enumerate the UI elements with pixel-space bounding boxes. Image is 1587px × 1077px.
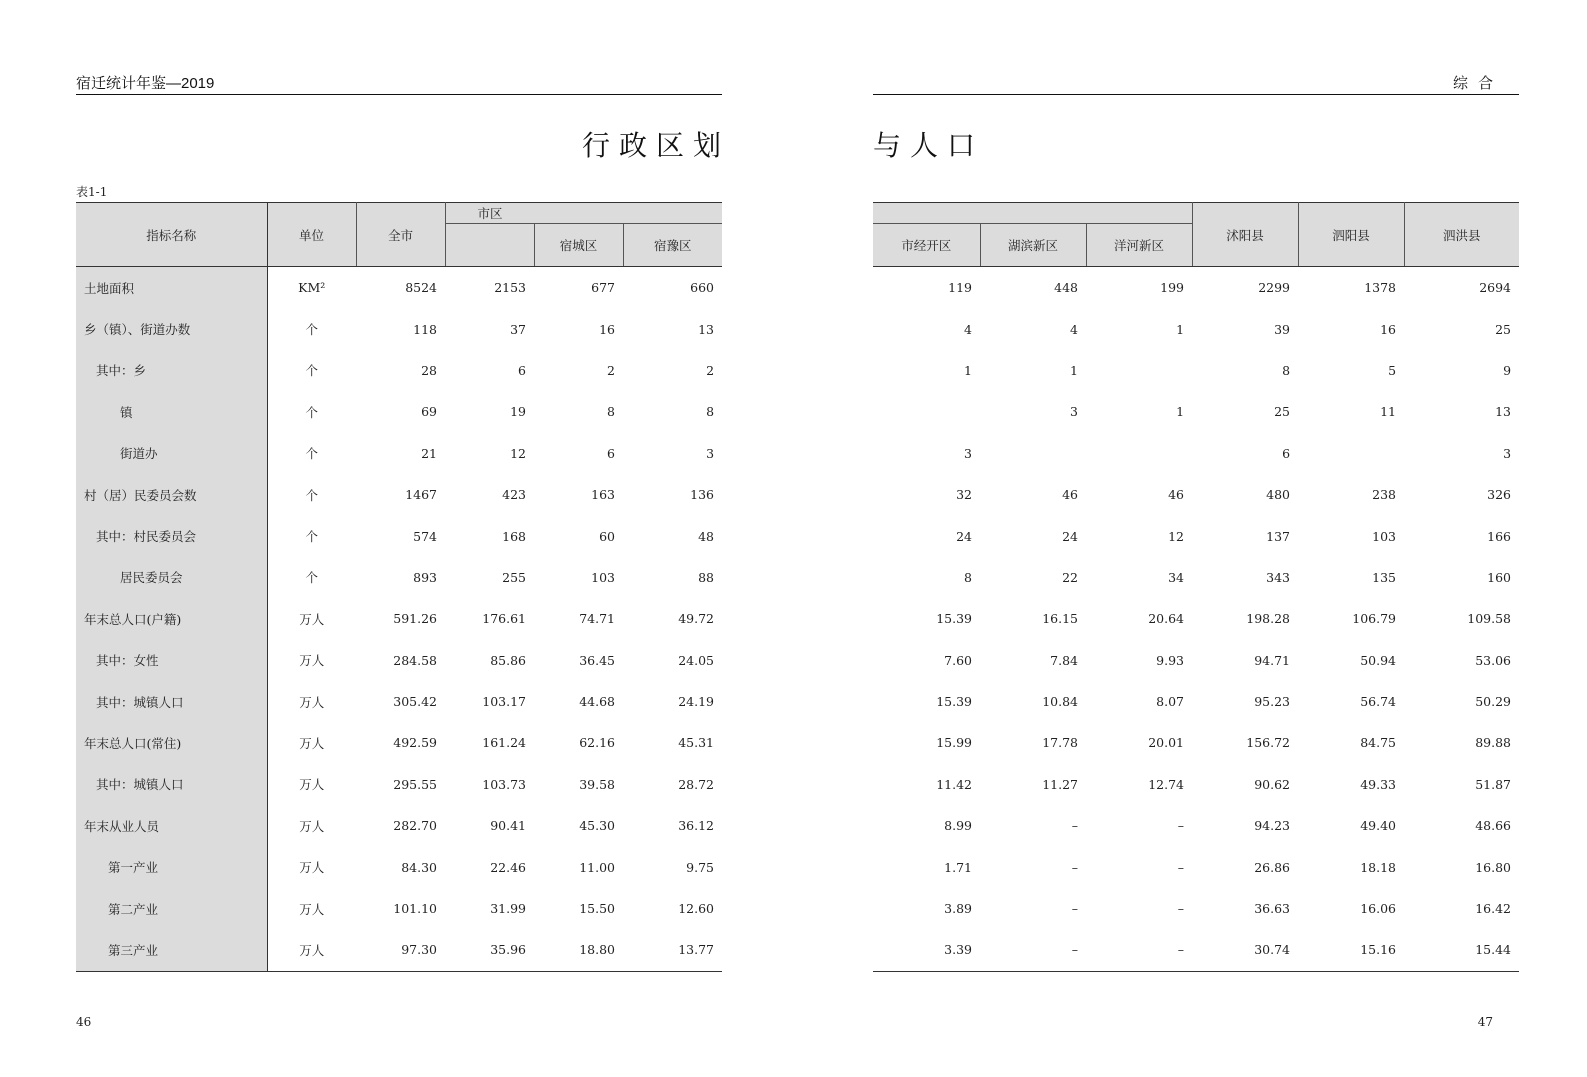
cell-value: 480 (1266, 487, 1291, 503)
cell-value: 893 (413, 569, 437, 585)
cell-value: 49.33 (1360, 776, 1397, 792)
table-row (76, 474, 722, 515)
row-unit: 个 (305, 446, 318, 462)
cell-value: 85.86 (490, 652, 526, 668)
cell-value: 69 (421, 404, 437, 420)
cell-value: 9.93 (1156, 652, 1185, 668)
cell-value: 135 (1372, 569, 1397, 585)
cell-value: 101.10 (393, 901, 437, 917)
cell-value: 31.99 (490, 901, 526, 917)
table-row (873, 640, 1519, 681)
cell-value: 12.74 (1148, 776, 1185, 792)
cell-value: 39.58 (579, 776, 615, 792)
cell-value: 46 (1062, 487, 1078, 503)
row-indicator-name: 街道办 (76, 433, 267, 474)
cell-value: 3.39 (873, 929, 980, 971)
table-row (873, 722, 1519, 763)
row-indicator-name: 镇 (76, 391, 267, 432)
header-yanghe: 洋河新区 (1086, 224, 1192, 267)
row-indicator-name: 年末从业人员 (76, 805, 267, 846)
cell-value: 10.84 (1042, 694, 1078, 710)
row-unit: 个 (305, 487, 318, 503)
header-urban-blank (445, 224, 534, 267)
cell-value: 2299 (1258, 280, 1291, 296)
cell-value: 7.84 (1050, 652, 1078, 668)
cell-value: 84.75 (1360, 735, 1397, 751)
cell-value: 2694 (1479, 280, 1512, 296)
cell-value: 15.99 (936, 735, 972, 751)
row-indicator-name: 土地面积 (76, 267, 267, 309)
row-indicator-name: 其中：乡 (76, 350, 267, 391)
table-row (76, 515, 722, 556)
page-title-left: 行政区划 (581, 129, 730, 162)
cell-value: 22.46 (490, 859, 526, 875)
table-row (76, 888, 722, 929)
header-sucheng: 宿城区 (534, 224, 623, 267)
cell-value: 1 (1176, 404, 1185, 420)
cell-value: 16.42 (1475, 901, 1512, 917)
cell-value: 28 (421, 362, 437, 378)
cell-value: 90.41 (490, 818, 526, 834)
cell-value: 9 (1503, 362, 1512, 378)
table-row (873, 598, 1519, 639)
cell-value: 88 (698, 569, 715, 585)
cell-value: 13 (1495, 404, 1512, 420)
cell-value: 94.23 (1254, 818, 1291, 834)
table-row (76, 805, 722, 846)
table-row (873, 474, 1519, 515)
cell-value: 8 (706, 404, 715, 420)
cell-value: 448 (1054, 280, 1078, 296)
cell-value: 19 (510, 404, 526, 420)
header-shuyang: 沭阳县 (1192, 203, 1298, 267)
cell-value: 591.26 (393, 611, 437, 627)
cell-value: 17.78 (1042, 735, 1078, 751)
cell-value: 24.19 (678, 694, 715, 710)
cell-value: 24 (1062, 528, 1078, 544)
header-suyu: 宿豫区 (623, 224, 722, 267)
row-indicator-name: 村（居）民委员会数 (76, 474, 267, 515)
cell-value: 305.42 (393, 694, 437, 710)
row-indicator-name: 第一产业 (76, 846, 267, 887)
cell-value: 34 (1168, 569, 1185, 585)
cell-value: 6 (607, 445, 615, 461)
cell-value: 8524 (405, 280, 437, 296)
cell-value: 13 (698, 321, 715, 337)
cell-value: 282.70 (393, 818, 437, 834)
cell-value: 574 (413, 528, 437, 544)
cell-value: 118 (413, 321, 437, 337)
cell-value: 16.80 (1475, 859, 1512, 875)
cell-value: 84.30 (401, 859, 437, 875)
table-row (76, 391, 722, 432)
cell-value: – (1071, 859, 1078, 875)
cell-value: 136 (690, 487, 715, 503)
cell-value: 53.06 (1475, 652, 1512, 668)
row-indicator-name: 其中：女性 (76, 640, 267, 681)
cell-value: 1378 (1364, 280, 1397, 296)
cell-value: 35.96 (445, 929, 534, 971)
row-indicator-name: 年末总人口(户籍) (76, 598, 267, 639)
header-unit: 单位 (267, 203, 356, 267)
table-row (76, 267, 722, 309)
cell-value: 4 (964, 321, 972, 337)
cell-value: 44.68 (579, 694, 615, 710)
header-rule-left (76, 94, 722, 95)
row-unit: 个 (305, 529, 318, 545)
cell-value: 284.58 (393, 652, 437, 668)
cell-value: 24.05 (678, 652, 715, 668)
table-row (873, 929, 1519, 971)
header-rule-right (873, 94, 1519, 95)
cell-value: 12.60 (678, 901, 715, 917)
row-unit: 万人 (299, 818, 325, 834)
cell-value: 198.28 (1246, 611, 1291, 627)
cell-value: 255 (502, 569, 526, 585)
row-indicator-name: 年末总人口(常住) (76, 722, 267, 763)
cell-value: 74.71 (579, 611, 615, 627)
cell-value: 24 (956, 528, 972, 544)
cell-value: 50.29 (1475, 694, 1512, 710)
cell-value: 89.88 (1475, 735, 1512, 751)
table-row (873, 308, 1519, 349)
table-row (76, 681, 722, 722)
cell-value: 11.00 (579, 859, 615, 875)
cell-value: – (1071, 901, 1078, 917)
table-row (76, 433, 722, 474)
cell-value: 32 (956, 487, 972, 503)
cell-value: 56.74 (1360, 694, 1397, 710)
cell-value: 295.55 (393, 776, 437, 792)
cell-value: 166 (1487, 528, 1512, 544)
header-sihong: 泗洪县 (1404, 203, 1519, 267)
cell-value: 45.30 (579, 818, 615, 834)
cell-value: 16.15 (1042, 611, 1078, 627)
cell-value: 103.73 (482, 776, 526, 792)
cell-value (1086, 350, 1192, 391)
cell-value: 28.72 (678, 776, 715, 792)
cell-value: 161.24 (482, 735, 526, 751)
cell-value: 660 (690, 280, 715, 296)
header-siyang: 泗阳县 (1298, 203, 1404, 267)
cell-value: 49.40 (1360, 818, 1397, 834)
cell-value: 7.60 (944, 652, 972, 668)
header-right-group (873, 203, 1192, 224)
table-row (76, 598, 722, 639)
header-indicator: 指标名称 (76, 203, 267, 267)
cell-value: 25 (1274, 404, 1291, 420)
cell-value: 3.89 (944, 901, 972, 917)
cell-value: – (1177, 859, 1185, 875)
cell-value: 48 (698, 528, 715, 544)
cell-value: 45.31 (678, 735, 715, 751)
cell-value: 1 (1070, 362, 1078, 378)
table-row (873, 681, 1519, 722)
cell-value: 2 (706, 362, 715, 378)
cell-value: 9.75 (686, 859, 715, 875)
row-indicator-name: 居民委员会 (76, 557, 267, 598)
table-row (873, 557, 1519, 598)
yearbook-header: 宿迁统计年鉴—2019 (76, 75, 215, 92)
row-unit: 个 (305, 363, 318, 379)
cell-value: 1.71 (944, 859, 972, 875)
cell-value: 163 (591, 487, 615, 503)
table-row (873, 846, 1519, 887)
row-unit: 万人 (299, 611, 325, 627)
row-unit: 万人 (267, 929, 356, 971)
cell-value: 48.66 (1475, 818, 1512, 834)
cell-value: 36.12 (678, 818, 715, 834)
cell-value: 15.44 (1404, 929, 1519, 971)
table-row (76, 640, 722, 681)
header-econ: 市经开区 (873, 224, 980, 267)
cell-value: – (1071, 818, 1078, 834)
table-row (76, 764, 722, 805)
header-city: 全市 (356, 203, 445, 267)
row-unit: 个 (305, 404, 318, 420)
row-unit: 万人 (299, 653, 325, 669)
cell-value: 2153 (494, 280, 526, 296)
cell-value (1298, 433, 1404, 474)
cell-value: 37 (510, 321, 526, 337)
cell-value: 238 (1372, 487, 1397, 503)
cell-value: 25 (1495, 321, 1512, 337)
cell-value: 11.27 (1042, 776, 1078, 792)
cell-value: 156.72 (1246, 735, 1291, 751)
cell-value: 5 (1388, 362, 1397, 378)
data-table-left (76, 202, 722, 972)
cell-value: 15.39 (936, 611, 972, 627)
cell-value: 46 (1168, 487, 1185, 503)
table-row (873, 433, 1519, 474)
cell-value: 137 (1266, 528, 1291, 544)
cell-value: 2 (607, 362, 615, 378)
cell-value: 103 (1372, 528, 1397, 544)
row-unit: 万人 (299, 860, 325, 876)
cell-value: 3 (1070, 404, 1078, 420)
table-row (873, 888, 1519, 929)
cell-value: 168 (502, 528, 526, 544)
cell-value: 39 (1274, 321, 1291, 337)
cell-value: 22 (1062, 569, 1078, 585)
cell-value: 6 (518, 362, 526, 378)
cell-value: 8 (607, 404, 615, 420)
cell-value: 4 (1070, 321, 1078, 337)
cell-value: – (1177, 901, 1185, 917)
cell-value: 30.74 (1192, 929, 1298, 971)
row-indicator-name: 其中：城镇人口 (76, 681, 267, 722)
row-unit: 个 (305, 570, 318, 586)
table-row (76, 308, 722, 349)
cell-value: 51.87 (1475, 776, 1512, 792)
cell-value: 97.30 (356, 929, 445, 971)
cell-value: 90.62 (1254, 776, 1291, 792)
cell-value: 20.01 (1148, 735, 1185, 751)
cell-value: 20.64 (1148, 611, 1185, 627)
cell-value: 50.94 (1360, 652, 1397, 668)
table-row (873, 350, 1519, 391)
cell-value: 3 (706, 445, 715, 461)
cell-value: 343 (1266, 569, 1291, 585)
cell-value: 199 (1160, 280, 1185, 296)
cell-value: 15.16 (1298, 929, 1404, 971)
cell-value: 176.61 (482, 611, 526, 627)
cell-value: 16.06 (1360, 901, 1397, 917)
table-row (76, 557, 722, 598)
cell-value: – (1086, 929, 1192, 971)
cell-value: 16 (599, 321, 615, 337)
row-unit: 万人 (299, 777, 325, 793)
table-row (76, 722, 722, 763)
cell-value: 160 (1487, 569, 1512, 585)
row-indicator-name: 其中：城镇人口 (76, 764, 267, 805)
page-title-right: 与人口 (873, 129, 985, 162)
header-urban: 市区 (445, 203, 722, 224)
cell-value: 62.16 (579, 735, 615, 751)
cell-value: 423 (502, 487, 526, 503)
table-row (76, 350, 722, 391)
cell-value: 18.18 (1360, 859, 1397, 875)
cell-value: 1 (1176, 321, 1185, 337)
cell-value: 12 (1168, 528, 1185, 544)
cell-value: 11.42 (936, 776, 972, 792)
cell-value: 13.77 (623, 929, 722, 971)
cell-value: 103 (591, 569, 615, 585)
cell-value: 21 (421, 445, 437, 461)
cell-value: 677 (591, 280, 615, 296)
cell-value: 8.07 (1156, 694, 1185, 710)
table-row (873, 267, 1519, 309)
row-indicator-name: 第三产业 (76, 929, 267, 971)
cell-value: 109.58 (1467, 611, 1512, 627)
cell-value: 3 (1503, 445, 1512, 461)
cell-value: 95.23 (1254, 694, 1291, 710)
cell-value: 1 (964, 362, 972, 378)
cell-value (980, 433, 1086, 474)
table-number: 表1-1 (76, 185, 108, 199)
table-row (873, 764, 1519, 805)
cell-value: – (1177, 818, 1185, 834)
row-unit: 万人 (299, 735, 325, 751)
cell-value: 15.50 (579, 901, 615, 917)
row-unit: 万人 (299, 901, 325, 917)
cell-value: 49.72 (678, 611, 715, 627)
cell-value: 36.45 (579, 652, 615, 668)
cell-value: 11 (1380, 404, 1397, 420)
cell-value: 103.17 (482, 694, 526, 710)
row-indicator-name: 其中：村民委员会 (76, 515, 267, 556)
data-table-right (873, 202, 1519, 972)
row-unit: KM² (298, 280, 326, 296)
cell-value: 18.80 (534, 929, 623, 971)
cell-value: 492.59 (393, 735, 437, 751)
cell-value: 119 (948, 280, 972, 296)
page-number-right: 47 (1477, 1015, 1493, 1029)
row-unit: 万人 (299, 694, 325, 710)
cell-value: 60 (599, 528, 615, 544)
cell-value: 8 (1282, 362, 1291, 378)
section-header: 综合 (1452, 75, 1503, 92)
page-number-left: 46 (76, 1015, 92, 1029)
table-row (76, 846, 722, 887)
cell-value: 8.99 (944, 818, 972, 834)
cell-value: 8 (964, 569, 972, 585)
table-row (873, 391, 1519, 432)
table-row (873, 805, 1519, 846)
row-indicator-name: 第二产业 (76, 888, 267, 929)
row-unit: 个 (305, 322, 318, 338)
cell-value (873, 391, 980, 432)
header-hubin: 湖滨新区 (980, 224, 1086, 267)
cell-value: 94.71 (1254, 652, 1291, 668)
table-row (873, 515, 1519, 556)
cell-value: 6 (1282, 445, 1291, 461)
cell-value: 16 (1380, 321, 1397, 337)
cell-value: 12 (510, 445, 526, 461)
table-row (76, 929, 722, 971)
cell-value: 1467 (405, 487, 437, 503)
cell-value: 106.79 (1352, 611, 1397, 627)
cell-value: 26.86 (1254, 859, 1291, 875)
cell-value: 36.63 (1254, 901, 1291, 917)
cell-value: – (980, 929, 1086, 971)
cell-value: 326 (1487, 487, 1512, 503)
cell-value: 15.39 (936, 694, 972, 710)
row-indicator-name: 乡（镇）、街道办数 (76, 308, 267, 349)
cell-value (1086, 433, 1192, 474)
cell-value: 3 (964, 445, 972, 461)
